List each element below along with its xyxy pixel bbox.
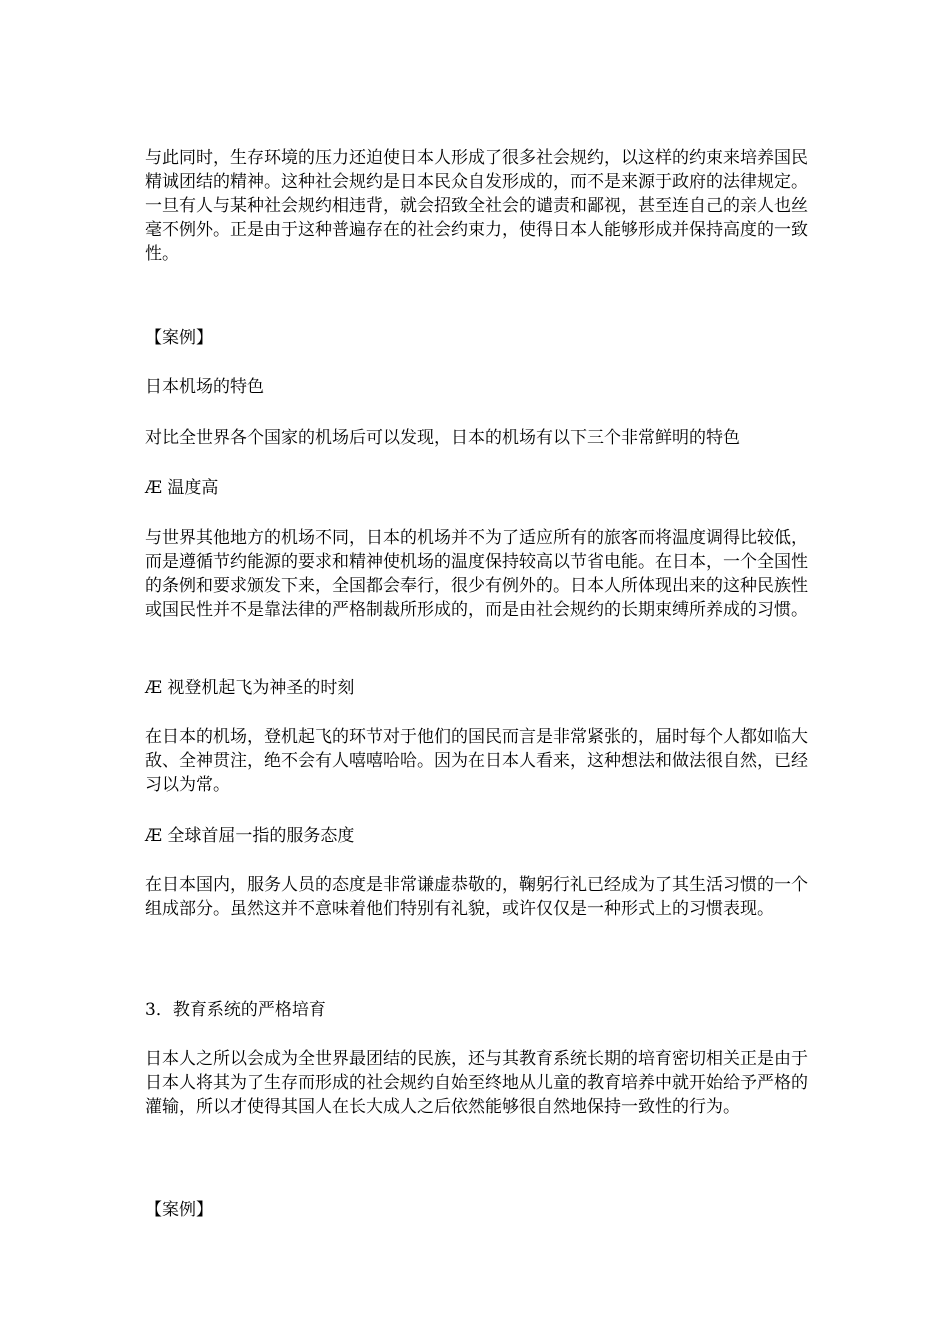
case-label-2: 【案例】 [145, 1200, 213, 1220]
point-2-paragraph: 在日本的机场，登机起飞的环节对于他们的国民而言是非常紧张的，届时每个人都如临大敌、全神贯注，绝不会有人嘻嘻哈哈。因为在日本人看来，这种想法和做法很自然，已经习以为常。 [145, 727, 808, 795]
intro-paragraph: 与此同时，生存环境的压力还迫使日本人形成了很多社会规约，以这样的约束来培养国民精诚团结的精神。这种社会规约是日本民众自发形成的，而不是来源于政府的法律规定。一旦有人与某种社会规约相违背，就会招致全社会的谴责和鄙视，甚至连自己的亲人也丝毫不例外。正是由于这种普遍存在的社会约束力，使得日本人能够形成并保持高度的一致性。 [145, 148, 808, 264]
case-label: 【案例】 [145, 328, 213, 348]
case-intro: 对比全世界各个国家的机场后可以发现，日本的机场有以下三个非常鲜明的特色 [145, 428, 740, 448]
point-3-heading: Æ 全球首屈一指的服务态度 [145, 826, 355, 846]
point-3-paragraph: 在日本国内，服务人员的态度是非常谦虚恭敬的，鞠躬行礼已经成为了其生活习惯的一个组成部分。虽然这并不意味着他们特别有礼貌，或许仅仅是一种形式上的习惯表现。 [145, 875, 808, 919]
point-2-heading: Æ 视登机起飞为神圣的时刻 [145, 678, 355, 698]
point-1-heading: Æ 温度高 [145, 478, 219, 498]
point-1-paragraph: 与世界其他地方的机场不同，日本的机场并不为了适应所有的旅客而将温度调得比较低，而是遵循节约能源的要求和精神使机场的温度保持较高以节省电能。在日本，一个全国性的条例和要求颁发下来，全国都会奉行，很少有例外的。日本人所体现出来的这种民族性或国民性并不是靠法律的严格制裁所形成的，而是由社会规约的长期束缚所养成的习惯。 [145, 528, 808, 620]
section-paragraph: 日本人之所以会成为全世界最团结的民族，还与其教育系统长期的培育密切相关正是由于日本人将其为了生存而形成的社会规约自始至终地从儿童的教育培养中就开始给予严格的灌输，所以才使得其国人在长大成人之后依然能够很自然地保持一致性的行为。 [145, 1049, 808, 1117]
case-title: 日本机场的特色 [145, 377, 264, 397]
section-heading: 3．教育系统的严格培育 [145, 1000, 326, 1020]
